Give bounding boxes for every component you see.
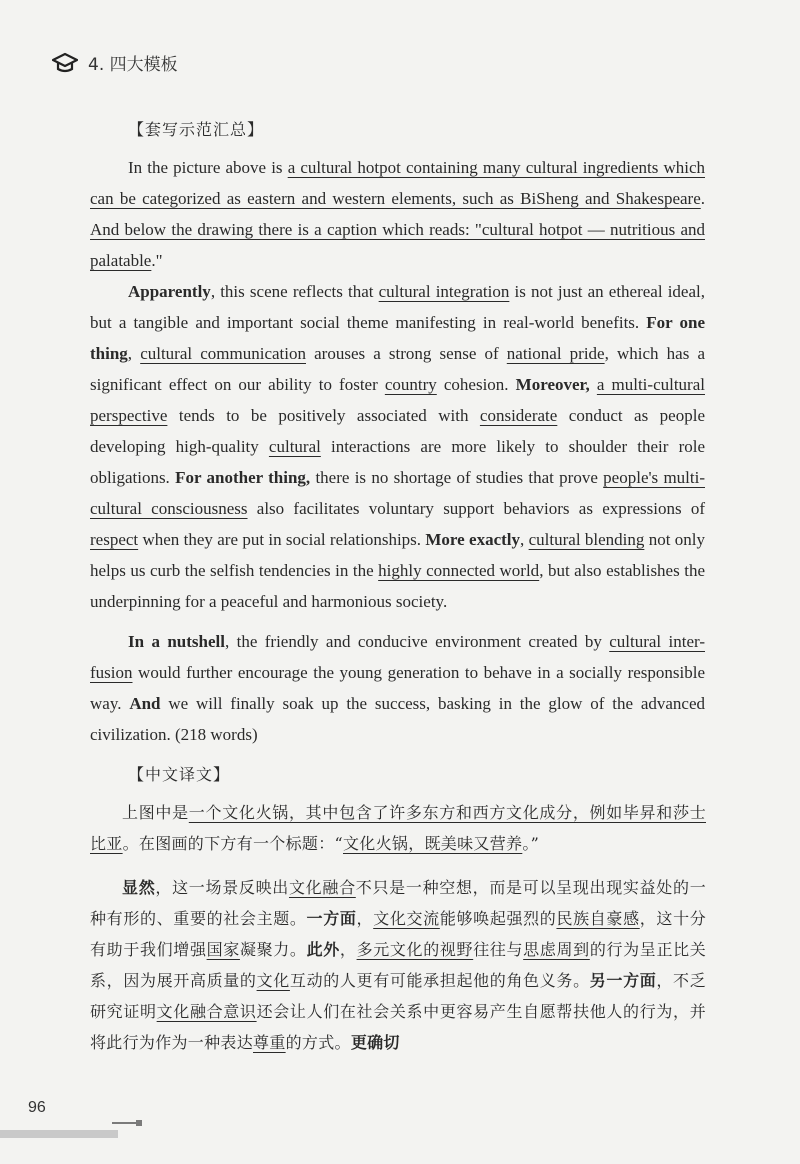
underlined-phrase: 文化交流 [373, 909, 440, 928]
underlined-phrase: And below the drawing there is a caption which reads: "cultural hotpot — nutritious and palatable [90, 220, 705, 270]
text-segment: also facilitates voluntary support behaviors as expressions of [247, 499, 705, 518]
text-segment: 还会让人们在社会关系中更容易产生自愿帮扶他人的行为，并将此行为作为一种表达 [90, 1002, 706, 1052]
bold-transition: More exactly [425, 530, 521, 549]
bold-transition: 另一方面 [589, 971, 657, 990]
text-segment: cohesion. [436, 375, 516, 394]
text-segment: 的方式。 [285, 1033, 351, 1052]
bold-transition: For one thing [90, 313, 706, 363]
text-segment: , [127, 344, 141, 363]
text-segment: , but also establishes the underpinning for a peaceful and harmonious society. [90, 561, 705, 611]
underlined-phrase: 文化融合 [288, 878, 356, 897]
underlined-phrase: 思虑周到 [523, 940, 590, 959]
text-segment: ，这十分有助于我们增强 [90, 909, 707, 959]
bold-transition: In a nutshell [128, 632, 225, 651]
underlined-phrase: a multi-cultural perspective [90, 375, 705, 425]
underlined-phrase: highly connected world [378, 561, 540, 580]
text-segment: 凝聚力。 [239, 940, 307, 959]
text-segment: ，这一场景反映出 [155, 878, 289, 897]
underlined-phrase: cultural [268, 437, 321, 456]
section-heading-english: 【套写示范汇总】 [128, 120, 265, 139]
text-segment: 。在图画的下方有一个标题：“ [122, 834, 343, 853]
footer-line [112, 1122, 138, 1124]
text-segment: 往往与 [473, 940, 524, 959]
underlined-phrase: cultural inter-fusion [90, 632, 705, 682]
text-segment: is not just an ethereal ideal, but a tangible and important social theme manifesting in real-world benefits. [90, 282, 705, 332]
text-segment: 上图中是 [122, 803, 189, 822]
text-segment: there is no shortage of studies that prove [310, 468, 604, 487]
text-segment: 不只是一种空想，而是可以呈现出现实益处的一种有形的、重要的社会主题。 [90, 878, 707, 928]
bold-transition: And [129, 694, 161, 713]
underlined-phrase: country [384, 375, 437, 394]
text-segment: ." [151, 251, 163, 270]
chapter-header [52, 50, 178, 75]
text-segment: 互动的人更有可能承担起他的角色义务。 [289, 971, 590, 990]
text-segment: ， [356, 909, 374, 928]
text-segment [590, 375, 597, 394]
text-segment: 能够唤起强烈的 [439, 909, 557, 928]
bold-transition: 更确切 [350, 1033, 400, 1052]
underlined-phrase: cultural blending [528, 530, 645, 549]
underlined-phrase: 尊重 [253, 1033, 286, 1052]
text-segment: would further encourage the young generation to behave in a socially responsible way. [90, 663, 705, 713]
underlined-phrase: 文化火锅，既美味又营养 [343, 834, 523, 853]
text-segment: , which has a significant effect on our ability to foster [90, 344, 705, 394]
underlined-phrase: 文化融合意识 [156, 1002, 257, 1021]
chapter-title: 4. 四大模板 [88, 55, 178, 75]
underlined-phrase: considerate [479, 406, 558, 425]
underlined-phrase: 一个文化火锅，其中包含了许多东方和西方文化成分，例如毕昇和莎士比亚 [90, 803, 706, 853]
underlined-phrase: cultural communication [140, 344, 306, 363]
text-segment: 的行为呈正比关系，因为展开高质量的 [90, 940, 707, 990]
footer-square [136, 1120, 142, 1126]
text-segment: , [520, 530, 529, 549]
underlined-phrase: people's multi-cultural consciousness [90, 468, 705, 518]
text-segment: conduct as people developing high-quality [90, 406, 705, 456]
text-segment: arouses a strong sense of [306, 344, 507, 363]
section-heading-chinese: 【中文译文】 [128, 765, 231, 784]
text-segment: ，不乏研究证明 [90, 971, 707, 1021]
text-segment: 。” [522, 834, 540, 853]
chinese-paragraph-1 [90, 797, 706, 859]
text-segment: In the picture above is [128, 158, 288, 177]
text-segment: tends to be positively associated with [167, 406, 480, 425]
page-number: 96 [28, 1099, 46, 1116]
text-segment: interactions are more likely to shoulder their role obligations. [90, 437, 705, 487]
text-segment: ， [339, 940, 357, 959]
english-paragraph-2 [90, 276, 705, 617]
text-segment: , the friendly and conducive environment created by [224, 632, 610, 651]
text-segment: we will finally soak up the success, basking in the glow of the advanced civilization. (218 words) [90, 694, 706, 744]
bold-transition: Apparently [128, 282, 211, 301]
bold-transition: 一方面 [306, 909, 357, 928]
bold-transition: For another thing, [175, 468, 311, 487]
text-segment: not only helps us curb the selfish tendencies in the [90, 530, 705, 580]
bold-transition: 此外 [306, 940, 340, 959]
footer-bar [0, 1130, 118, 1138]
text-segment: . [700, 189, 705, 208]
underlined-phrase: respect [90, 530, 139, 549]
underlined-phrase: cultural integration [378, 282, 510, 301]
underlined-phrase: 民族自豪感 [556, 909, 640, 928]
underlined-phrase: 多元文化的视野 [356, 940, 474, 959]
bold-transition: 显然 [122, 878, 156, 897]
text-segment: when they are put in social relationships. [138, 530, 426, 549]
text-segment: , this scene reflects that [210, 282, 379, 301]
underlined-phrase: 文化 [256, 971, 290, 990]
english-paragraph-1 [90, 152, 705, 276]
underlined-phrase: a cultural hotpot containing many cultural ingredients which can be categorized as eastern and western elements, such as BiSheng and Shakespeare [90, 158, 705, 208]
english-paragraph-3 [90, 626, 705, 750]
bold-transition: Moreover, [515, 375, 590, 394]
graduation-cap-icon [52, 52, 78, 74]
underlined-phrase: national pride [506, 344, 605, 363]
underlined-phrase: 国家 [206, 940, 240, 959]
chinese-paragraph-2 [90, 872, 706, 1058]
